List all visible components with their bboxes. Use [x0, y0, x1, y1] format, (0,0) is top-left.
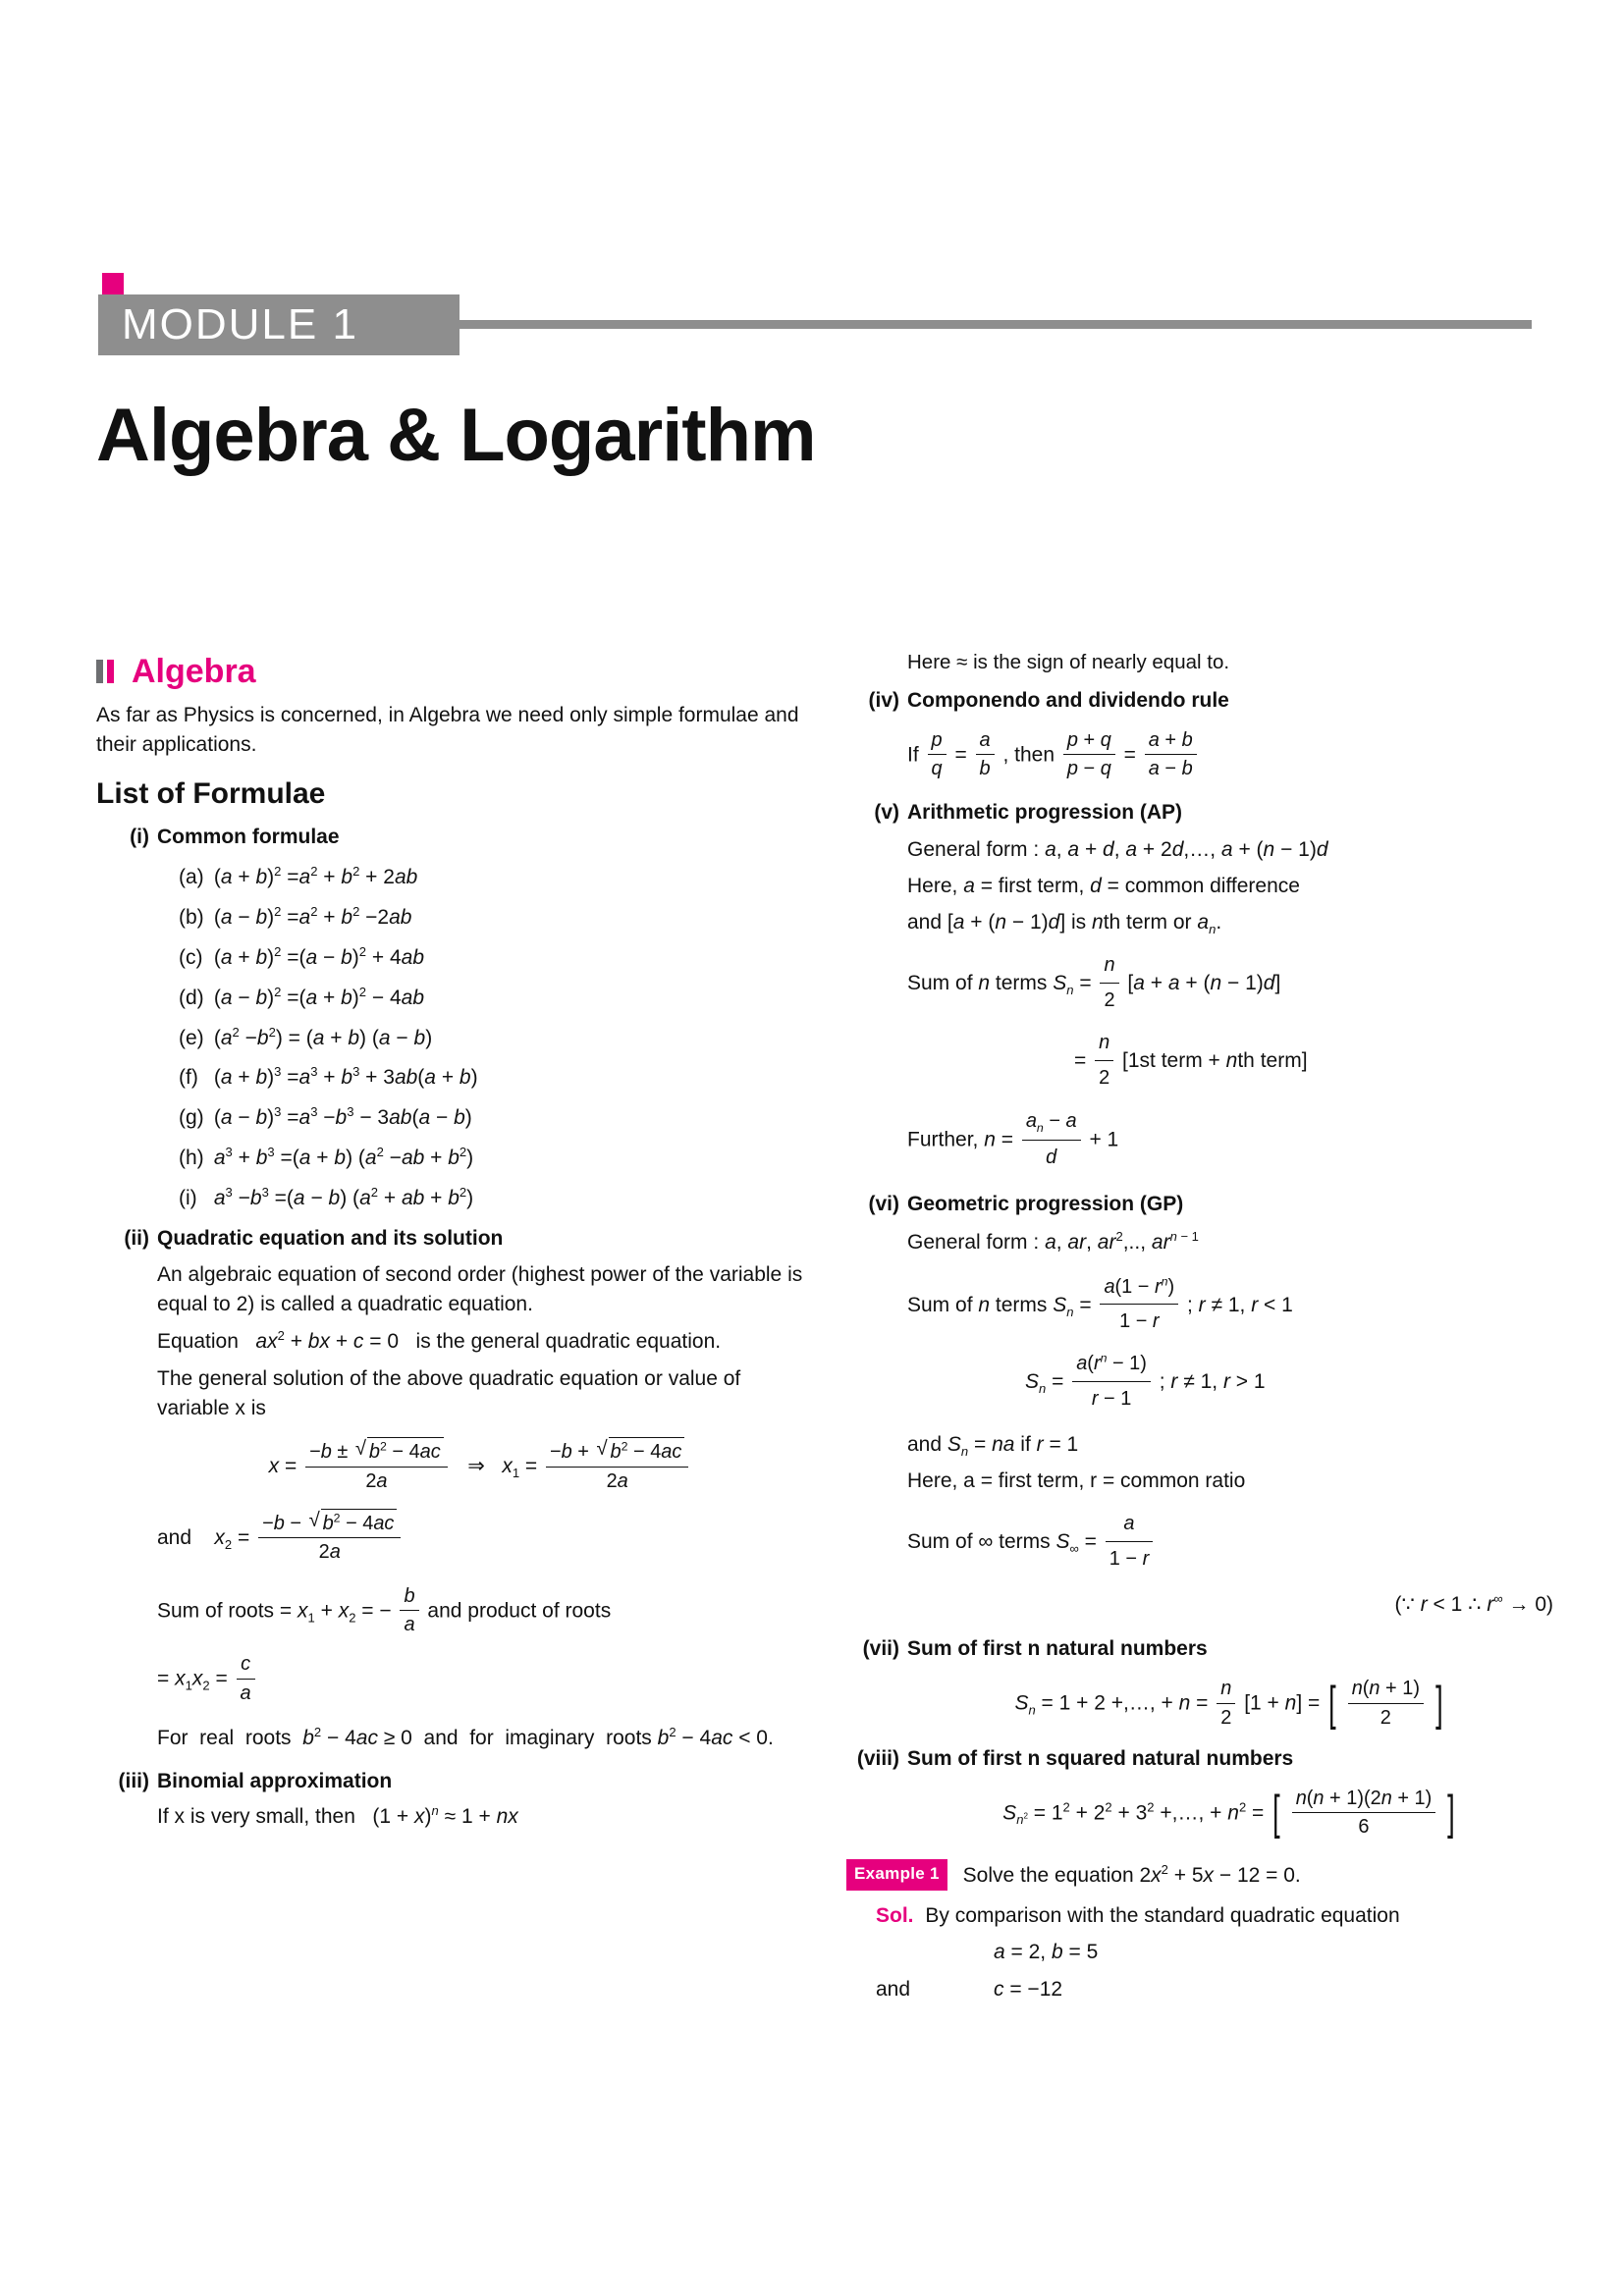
ap-general-form-label: General form : [907, 838, 1040, 862]
item-quadratic-equation [96, 1224, 803, 1753]
item-roman: (vii) [862, 1637, 899, 1661]
binomial-body: If x is very small, then $(1 + x)^n \approx 1$ + nx [157, 1802, 518, 1828]
gp-body [907, 1225, 1553, 1624]
formula-label: (g) [179, 1106, 204, 1130]
gp-note: (∵ r < 1 ∴ r∞ → 0) [1394, 1590, 1553, 1616]
item-binomial-approximation [96, 1767, 803, 1832]
formula-label: (c) [179, 945, 203, 969]
module-bar [98, 294, 1532, 355]
example-block [846, 1861, 1553, 1893]
module-label: MODULE 1 [122, 300, 358, 348]
product-of-roots: = $x_1x_2$ = $\frac{c}{a}$ [157, 1651, 803, 1708]
section-title: Algebra [132, 653, 256, 690]
real-roots-note: For real roots $b^2 - 4ac \ge 0$ and for imaginary roots $b^2 - 4ac < 0$. [157, 1725, 774, 1750]
example-tag: Example 1 [846, 1859, 947, 1890]
ap-further: Further, n = $\frac{a_n - a}{d}$ + 1 [907, 1105, 1553, 1176]
solution-tag: Sol. [876, 1903, 914, 1927]
formula-label: (i) [179, 1186, 197, 1209]
formula-i: (i) $a^3 -b^3 =(a - b) (a^2$ + ab + $b^2$) [157, 1184, 803, 1213]
item-roman: (v) [874, 800, 899, 824]
squared-formula: $S_{n^2} = 1^2 + 2^2 + 3^2$ +,…, + $n^2$ = [ $\frac{n(n + 1)(2n + 1)}{6}$ ] [1002, 1786, 1455, 1841]
formula-label: (d) [179, 986, 204, 1009]
ap-sum: Sum of n terms $S_n$ = $\frac{n}{2}$ [a + a + (n − 1)d] [907, 949, 1553, 1019]
formula-label: (h) [179, 1146, 204, 1169]
item-sum-natural-numbers [846, 1634, 1553, 1732]
componendo-formula: If $\frac{p}{q}$ = $\frac{a}{b}$ , then $\frac{p + q}{p - q}$ = $\frac{a + b}{a - b}$ [907, 727, 1553, 784]
componendo-if: If [907, 743, 919, 767]
formula-d: (d) $(a - b)^2 =(a + b)^2 - 4ab$ [157, 984, 803, 1013]
right-column [846, 648, 1553, 2004]
quadratic-body [157, 1260, 803, 1753]
quadratic-p2-post: is the general quadratic equation. [415, 1330, 722, 1354]
nearly-equal-note: Here ≈ is the sign of nearly equal to. [907, 651, 1230, 673]
formula-h: (h) $a^3 + b^3 =(a + b)$ $(a^2 -ab + b^2)$ [157, 1144, 803, 1173]
quadratic-p2: Equation $ax^2$ + bx + c = 0 is the general quadratic equation. [157, 1328, 722, 1354]
formula-label: (a) [179, 866, 204, 889]
gp-sum-1: Sum of n terms $S_n$ = $\frac{a(1 - r^n)}{1 - r}$ ; r ≠ 1, r < 1 [907, 1271, 1553, 1341]
item-common-formulae [96, 823, 803, 1212]
item-sum-squared-numbers [846, 1744, 1553, 1842]
ap-nth: and [a + (n − 1)d] is nth term or $a_n$. [907, 910, 1222, 937]
item-title: Sum of first n squared natural numbers [907, 1746, 1294, 1770]
quadratic-p3: The general solution of the above quadratic equation or value of variable x is [157, 1366, 741, 1419]
item-arithmetic-progression [846, 798, 1553, 1176]
item-roman: (iv) [868, 689, 899, 713]
gp-na: and $S_n$ = na if r = 1 [907, 1433, 1079, 1460]
formula-e: (e) $(a^2 -b^2) = (a + b) (a - b)$ [157, 1024, 803, 1053]
item-roman: (i) [130, 826, 149, 849]
solution-and-word: and [876, 1978, 911, 2002]
item-roman: (viii) [856, 1746, 899, 1770]
formula-f: (f) $(a + b)^3 =a^3 + b^3 + 3ab(a + b)$ [157, 1063, 803, 1093]
gp-general-form: General form : a, ar, $ar^2$,.., $ar^{n - 1}$ [907, 1228, 1199, 1254]
page-title: Algebra & Logarithm [96, 394, 816, 477]
item-roman: (iii) [118, 1769, 149, 1792]
formula-b: (b) $(a - b)^2 =a^2 + b^2 -2ab$ [157, 903, 803, 933]
product-roots-label: and product of roots [427, 1599, 612, 1623]
quadratic-root2: and $x_2$ = $\frac{-b - √ b^2 - 4ac}{2a}$ [157, 1510, 803, 1568]
solution-line-2: and c = −12 [846, 1975, 1553, 2004]
item-title: Geometric progression (GP) [907, 1193, 1184, 1216]
left-column [96, 648, 803, 1842]
module-rule [460, 320, 1532, 329]
item-title: Sum of first n natural numbers [907, 1637, 1208, 1661]
ap-sum-alt: = $\frac{n}{2}$ [1st term + nth term] [907, 1027, 1553, 1096]
componendo-then: , then [1002, 743, 1055, 767]
item-title: Binomial approximation [157, 1769, 393, 1792]
item-title: Arithmetic progression (AP) [907, 800, 1183, 824]
gp-infinite: Sum of ∞ terms $S_\infty$ = $\frac{a}{1 - r}$ [907, 1508, 1553, 1577]
list-of-formulae-heading: List of Formulae [96, 776, 326, 810]
common-formulae-list [157, 863, 803, 1212]
pink-square-marker [102, 273, 124, 294]
ap-here: Here, a = first term, d = common difference [907, 875, 1300, 898]
item-title: Common formulae [157, 826, 340, 849]
gp-sum-2: $S_n$ = $\frac{a(r^n - 1)}{r - 1}$ ; r ≠ 1, r > 1 [907, 1348, 1553, 1417]
binomial-text: If x is very small, then [157, 1804, 355, 1828]
sum-roots-label: Sum of roots = [157, 1599, 293, 1623]
quadratic-p1: An algebraic equation of second order (highest power of the variable is equal to 2) is called a quadratic equation. [157, 1263, 803, 1316]
formula-label: (e) [179, 1026, 204, 1049]
formula-label: (f) [179, 1066, 198, 1090]
solution-text: By comparison with the standard quadratic equation [925, 1903, 1400, 1927]
quadratic-root-formula: x = $\frac{-b \pm √ b^2 - 4ac}{2a}$ ⇒ $x_1$ = $\frac{-b + √ b^2 - 4ac}{2a}$ [157, 1438, 803, 1496]
formula-label: (b) [179, 906, 204, 930]
ap-general-form: General form : a, a + d, a + 2d,…, a + (n − 1)d [907, 838, 1328, 862]
intro-paragraph: As far as Physics is concerned, in Algebra we need only simple formulae and their applications. [96, 704, 799, 757]
gp-here: Here, a = first term, r = common ratio [907, 1469, 1246, 1493]
item-title: Componendo and dividendo rule [907, 689, 1229, 713]
example-text: Solve the equation $2x^2 + 5x - 12 = 0$. [962, 1862, 1301, 1888]
item-componendo-dividendo [846, 686, 1553, 783]
formula-g: (g) $(a - b)^3 =a^3 -b^3 - 3ab(a - b)$ [157, 1103, 803, 1133]
solution-row [846, 1901, 1553, 1931]
module-header [98, 294, 1532, 355]
item-roman: (ii) [124, 1226, 149, 1250]
section-marker-icon [96, 660, 122, 683]
sum-of-roots: Sum of roots = $x_1 + x_2$ = − $\frac{b}{a}$ and product of roots [157, 1583, 803, 1640]
ap-body [907, 832, 1553, 1176]
gp-general-form-label: General form : [907, 1230, 1040, 1254]
item-title: Quadratic equation and its solution [157, 1226, 504, 1250]
formula-a: (a) $(a + b)^2 =a^2 + b^2 + 2ab$ [157, 863, 803, 892]
natural-formula: $S_n = 1 + 2$ +,…, + n = $\frac{n}{2}$ [1 + n] = [ $\frac{n(n + 1)}{2}$ ] [1014, 1676, 1443, 1731]
quadratic-p2-pre: Equation [157, 1330, 239, 1354]
item-roman: (vi) [868, 1193, 899, 1216]
item-geometric-progression [846, 1190, 1553, 1623]
formula-c: (c) $(a + b)^2 =(a - b)^2 + 4ab$ [157, 943, 803, 973]
section-heading-algebra [96, 648, 803, 695]
solution-line-1: a = 2, b = 5 [994, 1941, 1099, 1964]
